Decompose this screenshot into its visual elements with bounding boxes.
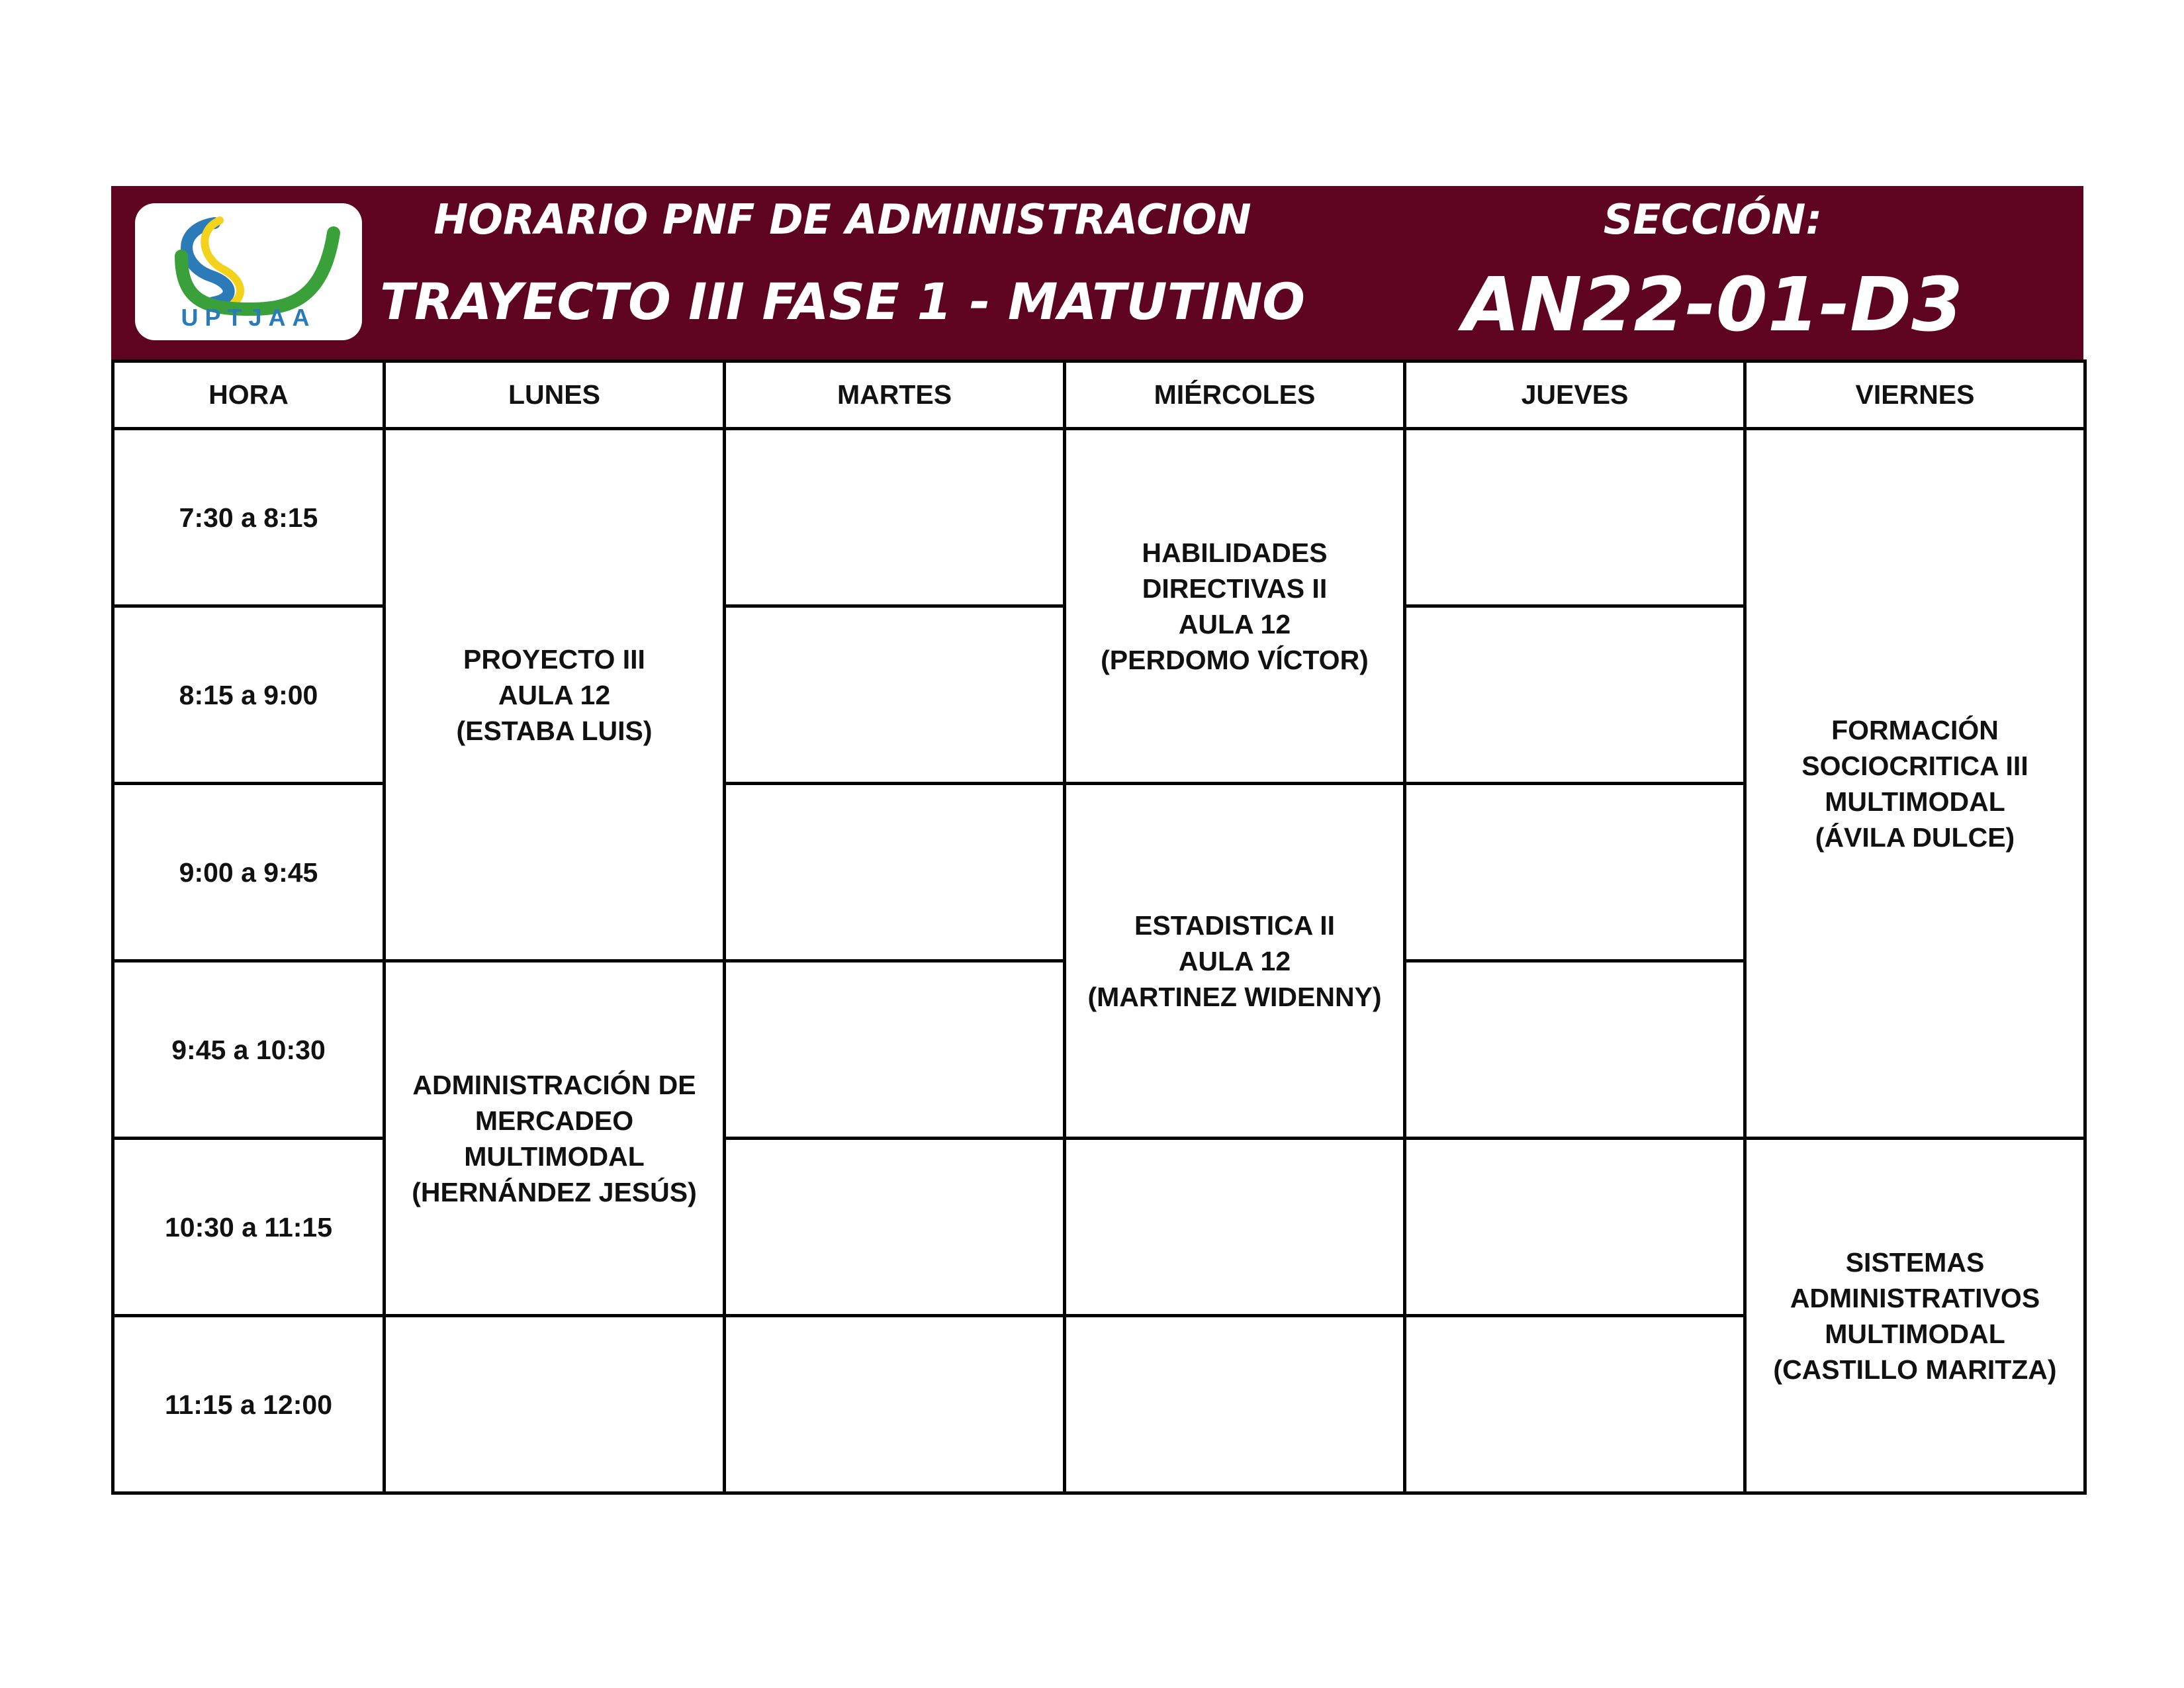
class-cell-miercoles-habilidades [1065,429,1405,784]
class-room: AULA 12 [1178,945,1291,976]
header-row [113,361,2085,429]
class-subject: FORMACIÓN [1831,714,1999,745]
empty-cell [725,606,1065,784]
class-teacher: (CASTILLO MARITZA) [1773,1354,2057,1385]
empty-cell [725,429,1065,606]
empty-cell [725,1139,1065,1316]
hour-cell: 10:30 a 11:15 [113,1139,385,1316]
class-room: MULTIMODAL [1825,1318,2005,1349]
class-teacher: (HERNÁNDEZ JESÚS) [412,1176,697,1207]
class-teacher: (ESTABA LUIS) [456,715,653,746]
class-room: AULA 12 [1178,608,1291,639]
class-subject-cont: SOCIOCRITICA III [1801,750,2028,781]
empty-cell [1405,961,1745,1139]
class-teacher: (PERDOMO VÍCTOR) [1101,644,1369,675]
class-cell-viernes-formacion [1745,429,2085,1139]
column-header-miercoles: MIÉRCOLES [1065,361,1405,429]
schedule-subtitle: TRAYECTO III FASE 1 - MATUTINO [380,272,1305,331]
class-subject: SISTEMAS [1845,1246,1985,1278]
schedule-sheet [111,186,2083,1495]
class-subject: PROYECTO III [463,643,645,675]
class-teacher: (ÁVILA DULCE) [1815,821,2015,853]
hour-cell: 8:15 a 9:00 [113,606,385,784]
empty-cell [725,1316,1065,1493]
hour-cell: 11:15 a 12:00 [113,1316,385,1493]
empty-cell [1405,606,1745,784]
schedule-table [111,359,2087,1495]
class-subject: HABILIDADES [1142,537,1328,568]
header-banner [111,186,2083,359]
empty-cell [725,784,1065,961]
empty-cell [385,1316,725,1493]
empty-cell [1405,1139,1745,1316]
empty-cell [1405,784,1745,961]
class-cell-lunes-proyecto [385,429,725,961]
empty-cell [725,961,1065,1139]
column-header-hora: HORA [113,361,385,429]
class-subject-cont: ADMINISTRATIVOS [1790,1282,2040,1313]
empty-cell [1405,1316,1745,1493]
class-subject: ESTADISTICA II [1134,910,1335,941]
class-room: MULTIMODAL [1825,786,2005,817]
schedule-title: HORARIO PNF DE ADMINISTRACION [433,195,1251,244]
class-subject-cont: DIRECTIVAS II [1142,573,1328,604]
column-header-jueves: JUEVES [1405,361,1745,429]
empty-cell [1065,1139,1405,1316]
class-cell-miercoles-estadistica [1065,784,1405,1139]
hour-cell: 7:30 a 8:15 [113,429,385,606]
column-header-viernes: VIERNES [1745,361,2085,429]
section-code: AN22-01-D3 [1463,262,1963,348]
class-subject-cont: MERCADEO [475,1105,634,1136]
empty-cell [1065,1316,1405,1493]
hour-cell: 9:45 a 10:30 [113,961,385,1139]
section-label: SECCIÓN: [1603,195,1823,244]
class-teacher: (MARTINEZ WIDENNY) [1087,981,1382,1012]
class-cell-lunes-mercadeo [385,961,725,1316]
class-cell-viernes-sistemas [1745,1139,2085,1493]
column-header-lunes: LUNES [385,361,725,429]
empty-cell [1405,429,1745,606]
class-room: MULTIMODAL [464,1141,645,1172]
column-header-martes: MARTES [725,361,1065,429]
class-subject: ADMINISTRACIÓN DE [412,1069,696,1100]
table-row [113,429,2085,606]
university-logo [135,203,362,340]
hour-cell: 9:00 a 9:45 [113,784,385,961]
logo-text: UPTJAA [181,304,316,331]
class-room: AULA 12 [498,679,611,710]
